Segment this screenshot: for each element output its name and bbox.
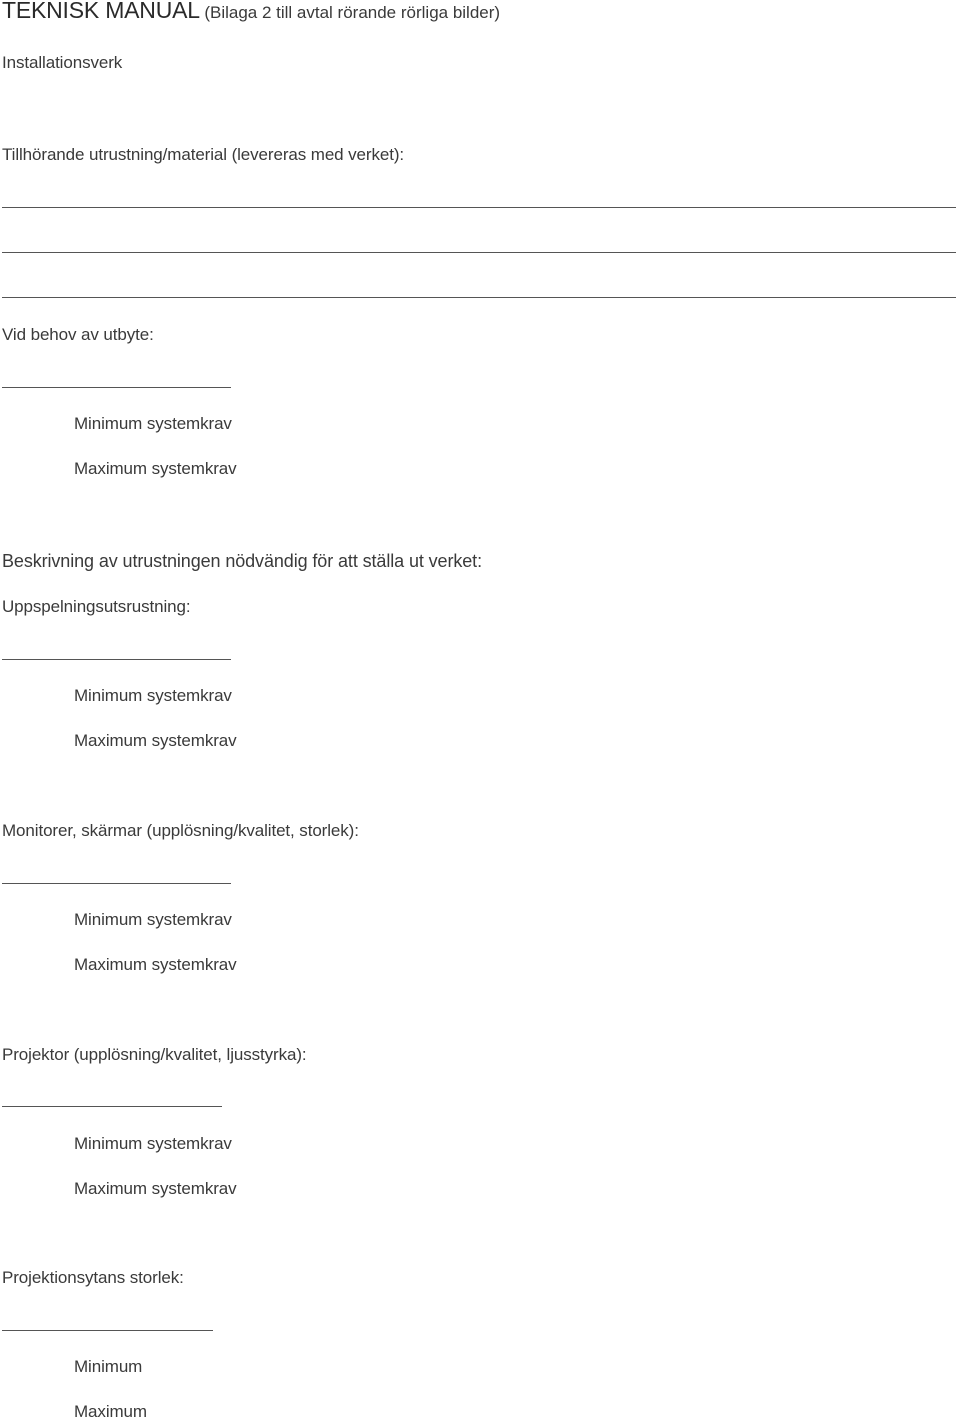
projection-size-min-label: Minimum: [74, 1357, 143, 1376]
playback-label: Uppspelningsutsrustning:: [2, 597, 191, 616]
projector-max-label: Maximum systemkrav: [74, 1179, 237, 1198]
projector-min-label: Minimum systemkrav: [74, 1134, 232, 1153]
monitors-label: Monitorer, skärmar (upplösning/kvalitet, storlek):: [2, 821, 359, 840]
equipment-line-1[interactable]: [2, 207, 956, 208]
equipment-line-2[interactable]: [2, 252, 956, 253]
playback-field-line[interactable]: [2, 659, 231, 660]
replacement-field-line[interactable]: [2, 387, 231, 388]
title-main: TEKNISK MANUAL: [2, 0, 200, 23]
equipment-label: Tillhörande utrustning/material (levereras med verket):: [2, 145, 405, 164]
description-label: Beskrivning av utrustningen nödvändig för att ställa ut verket:: [2, 551, 482, 571]
projection-size-max-label: Maximum: [74, 1402, 147, 1421]
projector-field-line[interactable]: [2, 1106, 222, 1107]
playback-min-label: Minimum systemkrav: [74, 686, 232, 705]
projector-label: Projektor (upplösning/kvalitet, ljusstyrka):: [2, 1045, 307, 1064]
title-subtitle: (Bilaga 2 till avtal rörande rörliga bilder): [204, 3, 501, 22]
projection-size-field-line[interactable]: [2, 1330, 213, 1331]
page-title: [2, 0, 500, 23]
monitors-max-label: Maximum systemkrav: [74, 955, 237, 974]
monitors-field-line[interactable]: [2, 883, 231, 884]
replacement-label: Vid behov av utbyte:: [2, 325, 154, 344]
projection-size-label: Projektionsytans storlek:: [2, 1268, 184, 1287]
replacement-min-label: Minimum systemkrav: [74, 414, 232, 433]
monitors-min-label: Minimum systemkrav: [74, 910, 232, 929]
replacement-max-label: Maximum systemkrav: [74, 459, 237, 478]
equipment-line-3[interactable]: [2, 297, 956, 298]
playback-max-label: Maximum systemkrav: [74, 731, 237, 750]
installation-heading: Installationsverk: [2, 53, 123, 72]
